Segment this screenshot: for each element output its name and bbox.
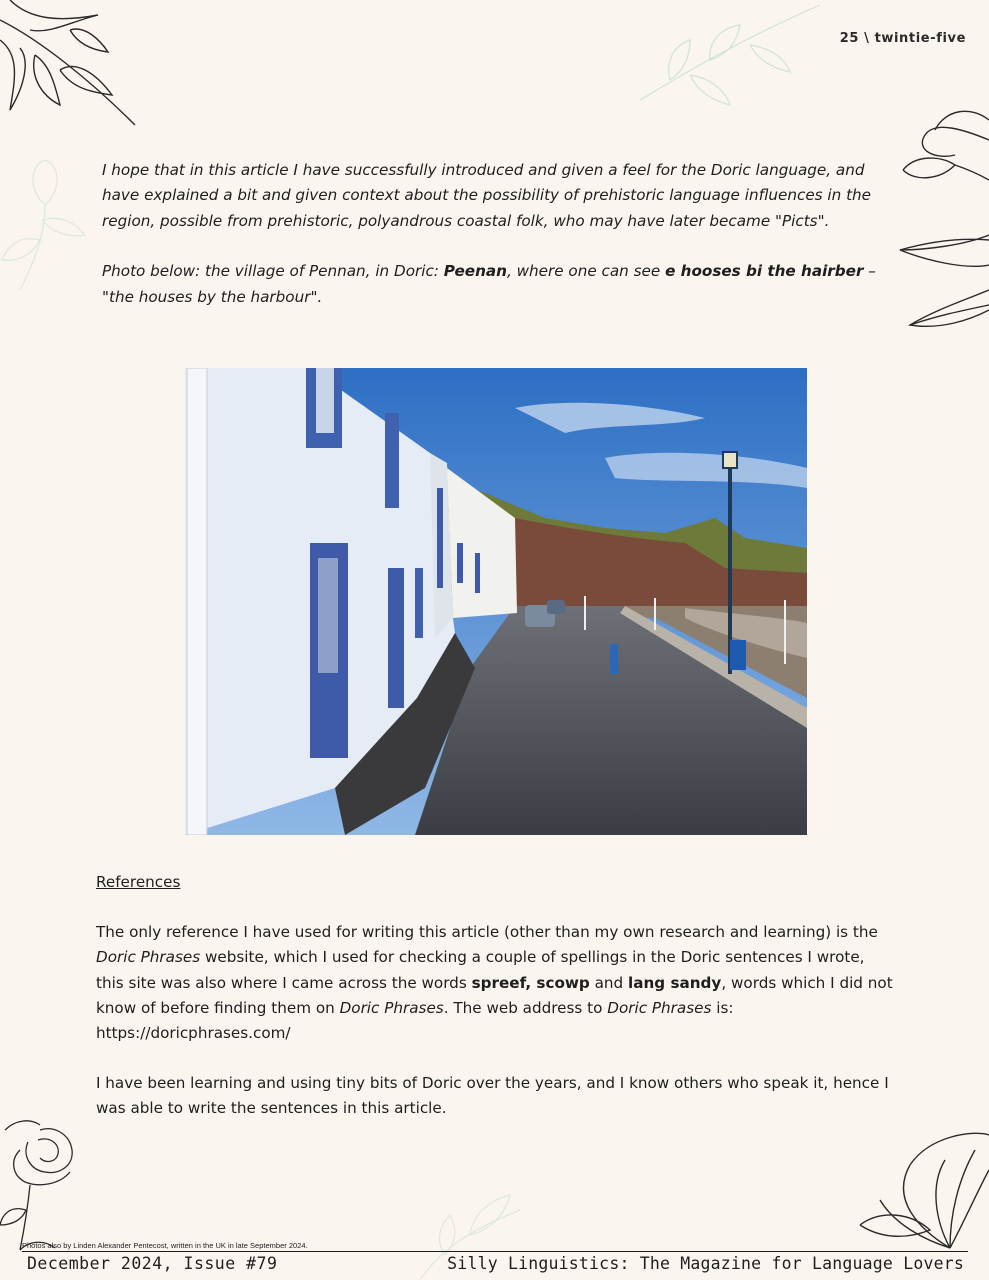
pennan-village-photo — [185, 368, 807, 835]
closing-paragraph: I have been learning and using tiny bits of Doric over the years, and I know others who speak it, hence I was able to write the sentences in this article. — [96, 1074, 889, 1118]
doric-phrase: e hooses bi the hairber — [665, 262, 864, 281]
source-title: Doric Phrases — [339, 998, 444, 1017]
references-section — [96, 870, 896, 1147]
article-conclusion — [102, 158, 892, 335]
magazine-title: Silly Linguistics: The Magazine for Language Lovers — [447, 1254, 964, 1273]
references-paragraph: The only reference I have used for writing this article (other than my own research and learning) is the Doric Phrases website, which I used for checking a couple of spellings in the Doric sentences I wrote, this site was also where I came across the words spreef, scowp and lang sandy, words which I did not know of before finding them on Doric Phrases. The web address to Doric Phrases is: https://doricphrases.com/ — [96, 923, 893, 1043]
source-title: Doric Phrases — [96, 948, 201, 967]
footer-divider — [22, 1251, 968, 1252]
flower-right-margin-icon — [895, 100, 989, 350]
rose-bottom-left-icon — [0, 1110, 90, 1260]
page-number: 25 \ twintie-five — [839, 31, 966, 46]
source-title: Doric Phrases — [607, 998, 712, 1017]
shell-flower-bottom-right-icon — [850, 1130, 989, 1260]
doric-place-name: Peenan — [443, 262, 507, 281]
leaf-branch-top-left-icon — [0, 0, 150, 130]
tulip-left-margin-icon — [0, 140, 95, 300]
photo-caption: Photo below: the village of Pennan, in Doric: Peenan, where one can see e hooses bi the hairber – "the houses by the harbour". — [102, 262, 876, 306]
doric-words: spreef, scowp — [471, 973, 590, 992]
leaf-branch-top-center-icon — [630, 0, 830, 110]
photo-credit: Photos also by Linden Alexander Pentecost, written in the UK in late September 2024. — [22, 1241, 308, 1250]
issue-label: December 2024, Issue #79 — [27, 1254, 278, 1273]
doric-words: lang sandy — [628, 973, 722, 992]
references-heading: References — [96, 873, 181, 891]
conclusion-paragraph: I hope that in this article I have successfully introduced and given a feel for the Doric language, and have explained a bit and given context about the possibility of prehistoric language influences in the region, possible from prehistoric, polyandrous coastal folk, who may have later became "Picts". — [102, 161, 872, 230]
